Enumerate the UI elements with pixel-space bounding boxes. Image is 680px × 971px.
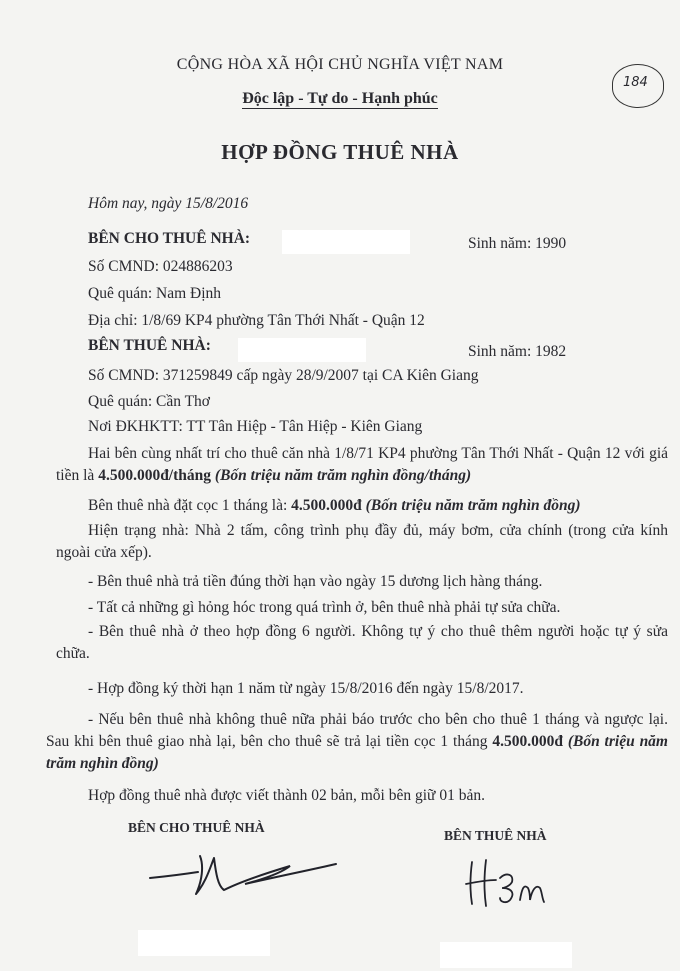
- motto-text: Độc lập - Tự do - Hạnh phúc: [242, 90, 438, 107]
- page-number-mark: [612, 64, 664, 108]
- redacted-lessor-signature-name: [138, 930, 270, 956]
- lessee-registration: Nơi ĐKHKTT: TT Tân Hiệp - Tân Hiệp - Kiên Giang: [88, 418, 423, 435]
- rule-term: - Hợp đồng ký thời hạn 1 năm từ ngày 15/8/2016 đến ngày 15/8/2017.: [88, 680, 524, 697]
- agreement-text: Hai bên cùng nhất trí cho thuê căn nhà 1/8/71 KP4 phường Tân Thới Nhất - Quận 12 với giá tiền là: [56, 445, 668, 484]
- agreement-paragraph: [56, 443, 668, 487]
- rule-occupants: - Bên thuê nhà ở theo hợp đồng 6 người. Không tự ý cho thuê thêm người hoặc tự ý sửa chữa.: [56, 623, 668, 662]
- redacted-lessee-signature-name: [440, 942, 572, 968]
- lessee-signature-label: BÊN THUÊ NHÀ: [444, 828, 547, 843]
- rule-payment: - Bên thuê nhà trả tiền đúng thời hạn vào ngày 15 dương lịch hàng tháng.: [88, 573, 543, 590]
- lessee-id-card: Số CMND: 371259849 cấp ngày 28/9/2007 tại CA Kiên Giang: [88, 367, 479, 384]
- page-number-text: 184: [623, 75, 648, 90]
- lessor-address: Địa chỉ: 1/8/69 KP4 phường Tân Thới Nhất - Quận 12: [88, 312, 425, 329]
- deposit-words: (Bốn triệu năm trăm nghìn đồng): [365, 497, 581, 514]
- condition-paragraph: Hiện trạng nhà: Nhà 2 tấm, công trình phụ đầy đủ, máy bơm, cửa chính (trong cửa kính ngoài cửa xếp).: [56, 522, 668, 561]
- termination-text: - Nếu bên thuê nhà không thuê nữa phải báo trước cho bên cho thuê 1 tháng và ngược lại. Sau khi bên thuê giao nhà lại, bên cho thuê sẽ trả lại tiền cọc 1 tháng: [46, 711, 668, 750]
- lessee-signature: [460, 852, 570, 912]
- lessor-heading: BÊN CHO THUÊ NHÀ:: [88, 230, 251, 247]
- date-line: Hôm nay, ngày 15/8/2016: [88, 195, 249, 212]
- lessor-signature: [140, 846, 340, 906]
- document-title: HỢP ĐỒNG THUÊ NHÀ: [221, 140, 459, 164]
- redacted-lessor-name: [282, 230, 410, 254]
- termination-words: (Bốn triệu năm trăm nghìn đồng): [46, 733, 668, 772]
- deposit-text: Bên thuê nhà đặt cọc 1 tháng là:: [88, 497, 292, 514]
- lessor-signature-label: BÊN CHO THUÊ NHÀ: [128, 820, 265, 835]
- country-name: CỘNG HÒA XÃ HỘI CHỦ NGHĨA VIỆT NAM: [176, 56, 504, 73]
- agreement-price-words: (Bốn triệu năm trăm nghìn đồng/tháng): [214, 467, 472, 484]
- rule-termination: [46, 709, 668, 775]
- deposit-amount: 4.500.000đ: [291, 497, 362, 514]
- rule-repairs: - Tất cả những gì hỏng hóc trong quá trình ở, bên thuê nhà phải tự sửa chữa.: [88, 599, 561, 616]
- agreement-price: 4.500.000đ/tháng: [98, 467, 212, 484]
- lessee-hometown: Quê quán: Cần Thơ: [88, 393, 210, 410]
- lessor-id-card: Số CMND: 024886203: [88, 258, 233, 275]
- lessor-hometown: Quê quán: Nam Định: [88, 285, 222, 302]
- deposit-paragraph: [88, 495, 668, 517]
- lessee-heading: BÊN THUÊ NHÀ:: [88, 337, 211, 354]
- lessor-birth-year: Sinh năm: 1990: [468, 235, 567, 252]
- redacted-lessee-name: [238, 338, 366, 362]
- termination-amount: 4.500.000đ: [492, 733, 563, 750]
- lessee-birth-year: Sinh năm: 1982: [468, 343, 567, 360]
- national-motto: [0, 90, 680, 108]
- copies-paragraph: Hợp đồng thuê nhà được viết thành 02 bản, mỗi bên giữ 01 bản.: [88, 787, 485, 804]
